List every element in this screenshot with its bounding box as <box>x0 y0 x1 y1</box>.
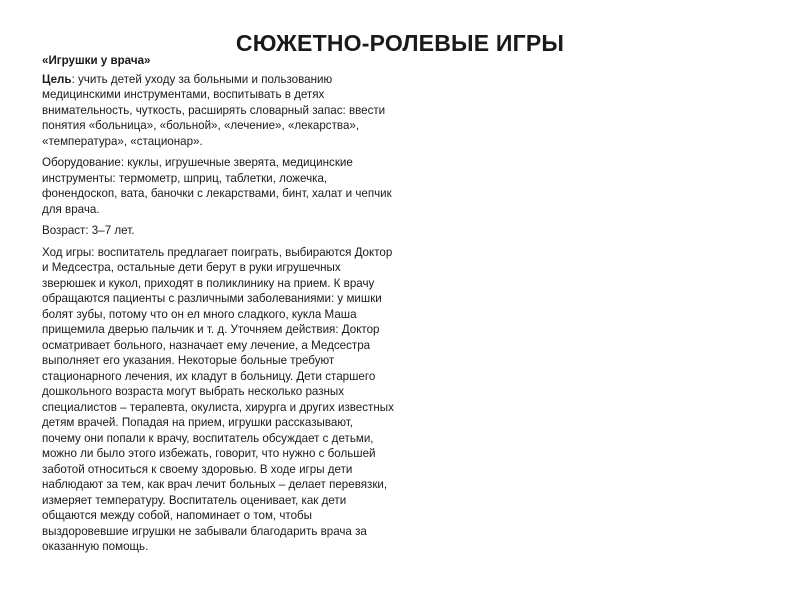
page-title: СЮЖЕТНО-РОЛЕВЫЕ ИГРЫ <box>235 30 565 56</box>
equipment-paragraph: Оборудование: куклы, игрушечные зверята, медицинские инструменты: термометр, шприц, таблетки, ложечка, фонендоскоп, вата, баночки с лекарствами, бинт, халат и чепчик для врача. <box>42 156 392 216</box>
goal-paragraph <box>42 72 394 150</box>
procedure-paragraph: Ход игры: воспитатель предлагает поиграть, выбираются Доктор и Медсестра, остальные дети берут в руки игрушечных зверюшек и кукол, приходят в поликлинику на прием. К врачу обращаются пациенты с различными заболеваниями: у мишки болят зубы, потому что он ел много сладкого, кукла Маша прищемила дверью пальчик и т. д. Уточняем действия: Доктор осматривает больного, назначает ему лечение, а Медсестра выполняет его указания. Некоторые больные требуют стационарного лечения, их кладут в больницу. Дети старшего дошкольного возраста могут выбрать несколько разных специалистов – терапевта, окулиста, хирурга и других известных детям врачей. Попадая на прием, игрушки рассказывают, почему они попали к врачу, воспитатель обсуждает с детьми, можно ли было этого избежать, говорит, что нужно с большей заботой относиться к своему здоровью. В ходе игры дети наблюдают за тем, как врач лечит больных – делает перевязки, измеряет температуру. Воспитатель оценивает, как дети общаются между собой, напоминает о том, чтобы выздоровевшие игрушки не забывали благодарить врача за оказанную помощь. <box>42 245 394 553</box>
age-paragraph: Возраст: 3–7 лет. <box>42 224 135 237</box>
game-name: «Игрушки у врача» <box>42 54 151 67</box>
game-description <box>42 53 394 561</box>
goal-label: Цель <box>42 72 72 86</box>
goal-text: : учить детей уходу за больными и пользованию медицинскими инструментами, воспитывать в детях внимательность, чуткость, расширять словарный запас: ввести понятия «больница», «больной», «лечение», «лекарства», «температура», «стационар». <box>42 72 386 148</box>
